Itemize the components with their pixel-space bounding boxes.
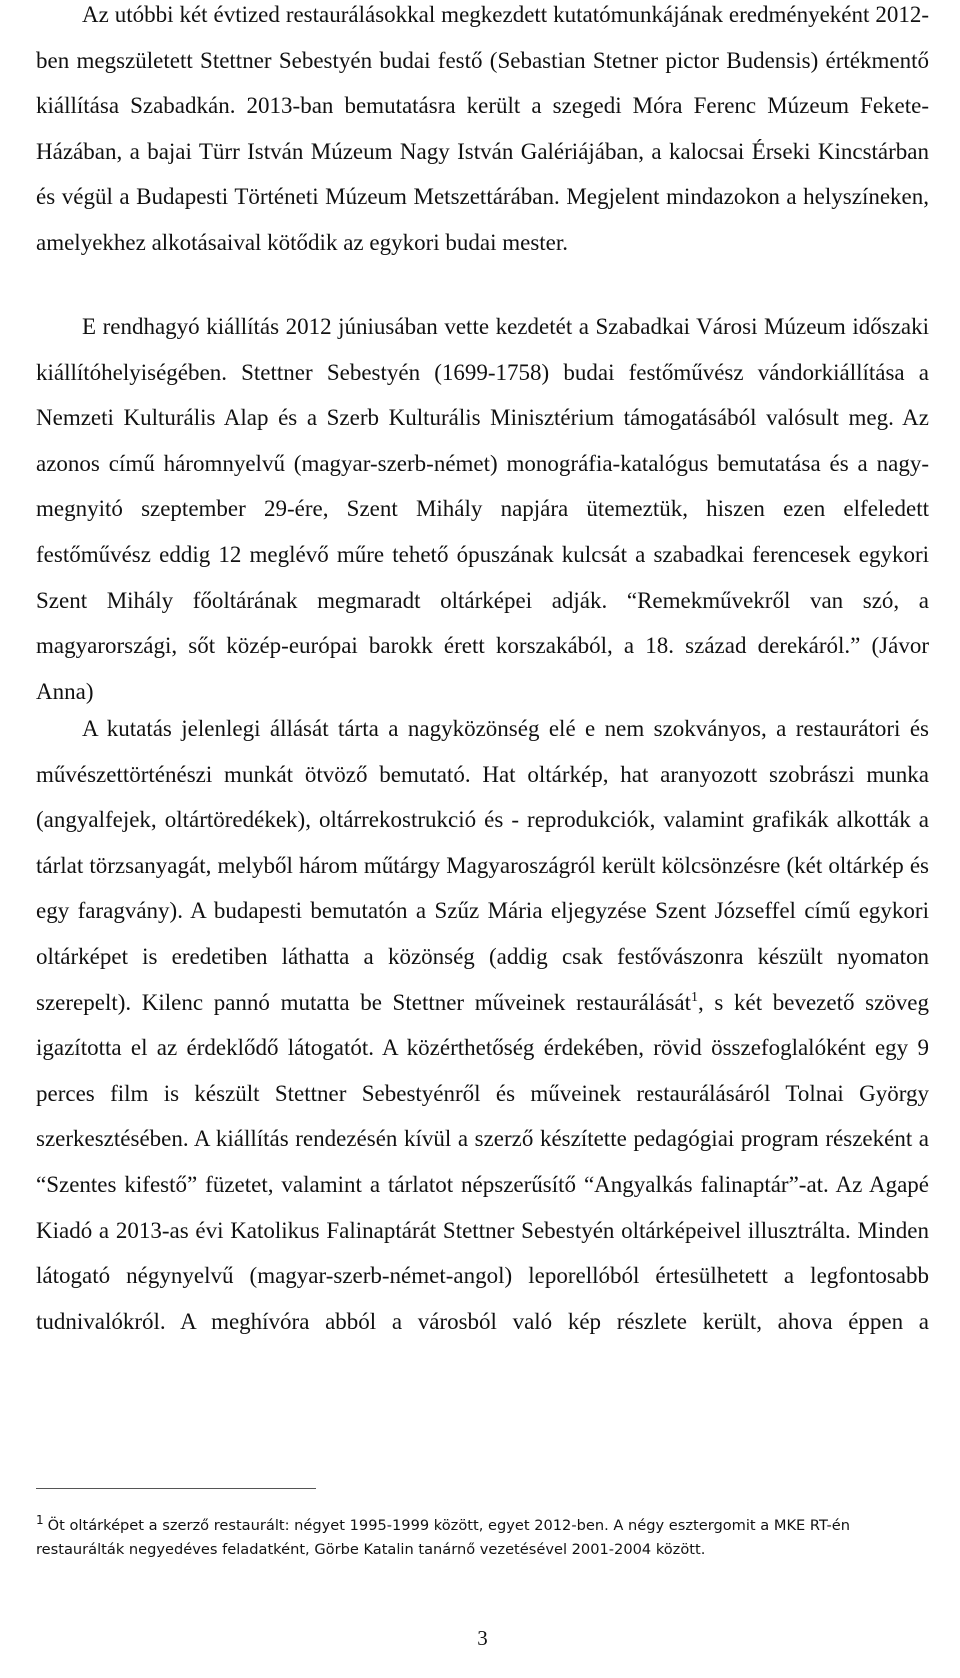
page-number: 3	[477, 1626, 488, 1650]
paragraph-3-text-a: A kutatás jelenlegi állását tárta a nagyközönség elé e nem szokványos, a restaurátori és művészettörténészi munkát ötvöző bemutató. Hat oltárkép, hat aranyozott szobrászi munka (angyalfejek, oltártöredékek), oltárrekostrukció és - reprodukciók, valamint grafikák alkották a tárlat törzsanyagát, melyből három műtárgy Magyaroszágról került kölcsönzésre (két oltárkép és egy faragvány). A budapesti bemutatón a Szűz Mária eljegyzése Szent Józseffel című egykori oltárképet is eredetiben láthatta a közönség (addig csak festővászonra készült nyomaton szerepelt). Kilenc pannó mutatta be Stettner műveinek restaurálását	[36, 716, 929, 1015]
footnote	[36, 1514, 929, 1562]
paragraph-2: E rendhagyó kiállítás 2012 júniusában vette kezdetét a Szabadkai Városi Múzeum időszaki kiállítóhelyiségében. Stettner Sebestyén (1699-1758) budai festőművész vándorkiállítása a Nemzeti Kulturális Alap és a Szerb Kulturális Minisztérium támogatásából valósult meg. Az azonos című háromnyelvű (magyar-szerb-német) monográfia-katalógus bemutatása és a nagy-megnyitó szeptember 29-ére, Szent Mihály napjára ütemeztük, hiszen ezen elfeledett festőművész eddig 12 meglévő műre tehető ópuszának kulcsát a szabadkai ferencesek egykori Szent Mihály főoltárának megmaradt oltárképei adják. “Remekművekről van szó, a magyarországi, sőt közép-európai barokk érett korszakából, a 18. század derekáról.” (Jávor Anna)	[36, 314, 929, 704]
paragraph-3-text-b: , s két bevezető szöveg igazította el az érdeklődő látogatót. A közérthetőség érdekében, rövid összefoglalóként egy 9 perces film is készült Stettner Sebestyénről és műveinek restaurálásáról Tolnai György szerkesztésében. A kiállítás rendezésén kívül a szerző készítette pedagógiai program részeként a “Szentes kifestő” füzetet, valamint a tárlatot népszerűsítő “Angyalkás falinaptár”-at. Az Agapé Kiadó a 2013-as évi Katolikus Falinaptárát Stettner Sebestyén oltárképeivel illusztrálta. Minden látogató négynyelvű (magyar-szerb-német-angol) leporellóból értesülhetett a legfontosabb tudnivalókról. A meghívóra abból a városból való kép részlete került, ahova éppen a	[36, 989, 929, 1334]
footnote-divider	[36, 1488, 316, 1489]
footnote-text: Öt oltárképet a szerző restaurált: négyet 1995-1999 között, egyet 2012-ben. A négy esztergomit a MKE RT-én restaurálták negyedéves feladatként, Görbe Katalin tanárnő vezetésével 2001-2004 között.	[36, 1517, 851, 1558]
paragraph-1: Az utóbbi két évtized restaurálásokkal megkezdett kutatómunkájának eredményeként 2012-ben megszületett Stettner Sebestyén budai festő (Sebastian Stetner pictor Budensis) értékmentő kiállítása Szabadkán. 2013-ban bemutatásra került a szegedi Móra Ferenc Múzeum Fekete-Házában, a bajai Türr István Múzeum Nagy István Galériájában, a kalocsai Érseki Kincstárban és végül a Budapesti Történeti Múzeum Metszettárában. Megjelent mindazokon a helyszíneken, amelyekhez alkotásaival kötődik az egykori budai mester.	[36, 2, 929, 255]
paragraph-3	[36, 706, 929, 1344]
footnote-reference[interactable]: 1	[691, 989, 699, 1005]
footnote-mark: 1	[36, 1513, 44, 1527]
